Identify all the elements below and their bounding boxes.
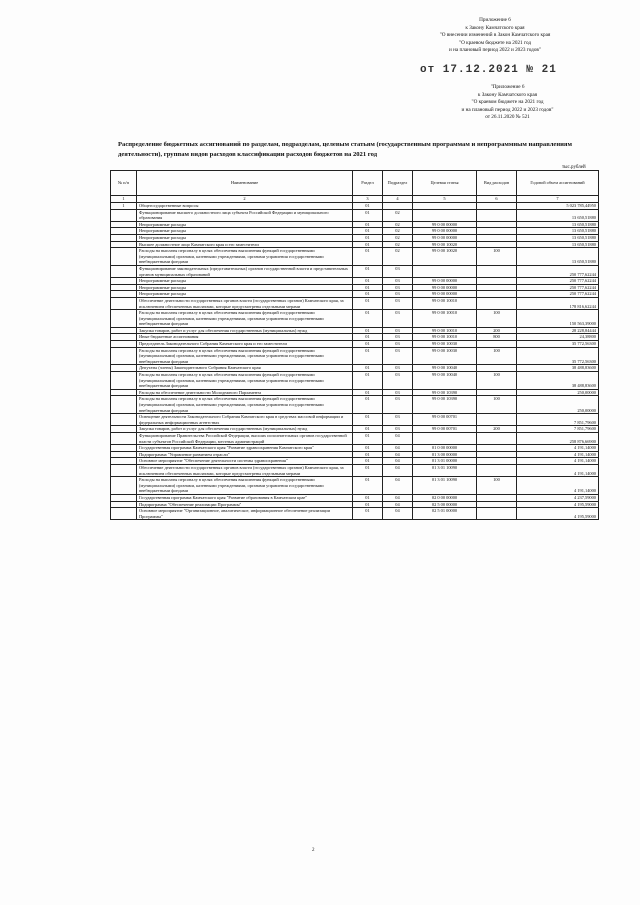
header-line: к Закону Камчатского края [465,24,525,31]
table-cell-n [111,372,137,390]
column-number: 2 [137,196,353,203]
table-cell-pr: 03 [383,291,413,298]
table-cell-cs [413,432,477,444]
table-row [111,310,599,328]
table-cell-sum: 4 191,14000 [517,458,599,465]
table-cell-cs: 01 3 01 00000 [413,458,477,465]
table-cell-sum: 35 772,56300 [517,347,599,365]
column-number: 3 [353,196,383,203]
table-cell-pr [383,203,413,210]
table-row [111,203,599,210]
table-cell-n [111,341,137,348]
table-cell-rz: 01 [353,278,383,285]
table-cell-pr: 02 [383,221,413,228]
table-cell-vr [477,432,517,444]
table-cell-pr: 02 [383,241,413,248]
table-cell-vr: 800 [477,334,517,341]
table-cell-sum: 4 237,59000 [517,494,599,501]
table-cell-cs: 99 0 00 00000 [413,234,477,241]
table-row [111,445,599,452]
table-cell-rz: 01 [353,508,383,520]
table-cell-n [111,347,137,365]
table-cell-name: Обеспечение деятельности государственных органов власти (государственных органов) Камчатского края, за исключением обеспеченных выплатами, которые предусмотрены отдельными мерами [137,297,353,309]
table-cell-sum: 13 650,51880 [517,228,599,235]
table-cell-name: Непрограммные расходы [137,221,353,228]
table-row [111,297,599,309]
table-cell-sum: 24,38800 [517,334,599,341]
table-cell-sum: 13 650,51880 [517,209,599,221]
table-cell-vr: 200 [477,327,517,334]
table-cell-vr [477,203,517,210]
table-cell-rz: 01 [353,327,383,334]
table-row [111,291,599,298]
table-cell-vr [477,389,517,396]
table-cell-pr: 03 [383,310,413,328]
table-cell-n [111,228,137,235]
table-cell-vr: 100 [477,310,517,328]
table-cell-cs: 99 0 00 10020 [413,248,477,266]
table-row [111,451,599,458]
table-cell-pr: 02 [383,209,413,221]
table-cell-vr [477,494,517,501]
table-row [111,327,599,334]
table-cell-cs: 02 5 01 00000 [413,508,477,520]
column-number: 1 [111,196,137,203]
table-row [111,278,599,285]
table-cell-pr: 03 [383,414,413,426]
header-line: Приложение 6 [479,17,511,23]
column-number: 5 [413,196,477,203]
table-cell-vr [477,234,517,241]
table-cell-cs [413,203,477,210]
table-cell-pr: 03 [383,297,413,309]
table-cell-n [111,508,137,520]
table-cell-rz: 01 [353,248,383,266]
table-cell-vr: 100 [477,248,517,266]
table-cell-cs: 99 0 00 10390 [413,396,477,414]
table-cell-cs: 01 3 01 10090 [413,464,477,476]
table-cell-pr: 03 [383,389,413,396]
table-cell-rz: 01 [353,341,383,348]
header-line: "О краевом бюджете на 2021 год [471,99,544,106]
table-cell-rz: 01 [353,372,383,390]
table-cell-cs [413,265,477,277]
table-cell-vr [477,278,517,285]
table-cell-sum: 38 488,83600 [517,372,599,390]
table-cell-name: Обеспечение деятельности государственных органов власти (государственных органов) Камчатского края, за исключением обеспеченных выплатами, которые предусмотрены отдельными мерами [137,464,353,476]
table-cell-sum: 13 650,51880 [517,234,599,241]
table-cell-n [111,284,137,291]
table-cell-sum: 4 195,59000 [517,508,599,520]
table-row [111,265,599,277]
table-cell-name: Подпрограмма "Управление развитием отрасли" [137,451,353,458]
column-header: Вид расходов [477,171,517,196]
table-row [111,432,599,444]
table-row [111,508,599,520]
table-cell-n [111,365,137,372]
table-row [111,228,599,235]
table-cell-cs: 01 0 00 00000 [413,445,477,452]
table-cell-pr: 04 [383,508,413,520]
table-cell-name: Расходы на выплаты персоналу в целях обеспечения выполнения функций государственными (муниципальными) органами, казенными учреждениями, органами управления государственными внебюджетными фондами [137,347,353,365]
column-header: Наименование [137,171,353,196]
table-cell-name: Государственная программа Камчатского края "Развитие образования в Камчатском крае" [137,494,353,501]
table-cell-rz: 01 [353,234,383,241]
table-row [111,477,599,495]
column-header: Раздел [353,171,383,196]
table-cell-vr [477,221,517,228]
table-cell-name: Функционирование высшего должностного лица субъекта Российской Федерации и муниципального образования [137,209,353,221]
table-cell-sum: 250 777,62244 [517,265,599,277]
table-row [111,414,599,426]
table-cell-sum: 38 488,83600 [517,365,599,372]
table-cell-n [111,241,137,248]
table-cell-rz: 01 [353,228,383,235]
table-cell-vr [477,265,517,277]
table-cell-rz: 01 [353,458,383,465]
column-header: Годовой объем ассигнований [517,171,599,196]
table-cell-name: Функционирование Правительства Российской Федерации, высших исполнительных органов государственной власти субъектов Российской Федерации, местных администраций [137,432,353,444]
table-row [111,341,599,348]
table-cell-n [111,327,137,334]
budget-table [110,170,599,520]
table-cell-cs: 99 0 00 10010 [413,310,477,328]
table-row [111,372,599,390]
table-cell-rz: 01 [353,464,383,476]
table-cell-n [111,310,137,328]
table-cell-sum: 5 023 785,44950 [517,203,599,210]
table-cell-rz: 01 [353,414,383,426]
table-cell-pr: 03 [383,334,413,341]
table-row [111,494,599,501]
table-cell-rz: 01 [353,432,383,444]
table-cell-rz: 01 [353,389,383,396]
table-cell-vr: 200 [477,426,517,433]
table-cell-n [111,426,137,433]
table-cell-rz: 01 [353,477,383,495]
table-cell-cs: 99 0 00 10040 [413,365,477,372]
table-cell-name: Закупка товаров, работ и услуг для обеспечения государственных (муниципальных) нужд [137,327,353,334]
table-cell-sum: 250 777,62244 [517,284,599,291]
table-cell-pr: 03 [383,341,413,348]
table-cell-name: Непрограммные расходы [137,284,353,291]
table-cell-cs: 99 0 00 10010 [413,327,477,334]
table-row [111,501,599,508]
table-cell-n [111,396,137,414]
table-cell-name: Освещение деятельности Законодательного Собрания Камчатского края в средствах массовой информации и федеральных информационных агентствах [137,414,353,426]
table-cell-name: Иные бюджетные ассигнования [137,334,353,341]
table-cell-n [111,334,137,341]
table-cell-rz: 01 [353,291,383,298]
table-cell-pr: 04 [383,501,413,508]
column-header: Подраздел [383,171,413,196]
table-cell-rz: 01 [353,396,383,414]
table-cell-pr: 04 [383,432,413,444]
table-cell-cs: 99 0 00 00701 [413,414,477,426]
table-cell-n [111,297,137,309]
table-row [111,241,599,248]
table-cell-pr: 02 [383,248,413,266]
table-cell-sum: 4 191,14000 [517,445,599,452]
table-cell-n [111,248,137,266]
table-cell-vr [477,451,517,458]
table-cell-pr: 03 [383,284,413,291]
table-cell-n [111,494,137,501]
table-row [111,334,599,341]
table-cell-name: Основное мероприятие "Обеспечение деятельности системы здравоохранения" [137,458,353,465]
table-cell-cs: 99 0 00 10030 [413,347,477,365]
table-cell-pr: 04 [383,451,413,458]
table-cell-vr [477,284,517,291]
table-cell-cs: 99 0 00 00701 [413,426,477,433]
table-cell-rz: 01 [353,209,383,221]
table-row [111,458,599,465]
table-cell-n [111,234,137,241]
table-cell-vr: 100 [477,396,517,414]
table-cell-vr [477,445,517,452]
table-cell-vr [477,414,517,426]
table-cell-name: Основное мероприятие "Организационное, аналитическое, информационное обеспечение реализации Программы" [137,508,353,520]
table-cell-pr: 03 [383,365,413,372]
table-cell-name: Председатель Законодательного Собрания Камчатского края и его заместители [137,341,353,348]
table-cell-vr [477,464,517,476]
table-cell-sum: 250,00000 [517,396,599,414]
table-body [111,203,599,520]
table-cell-pr: 03 [383,396,413,414]
table-cell-n [111,265,137,277]
table-cell-n [111,432,137,444]
table-cell-sum: 4 191,14000 [517,451,599,458]
table-cell-n [111,278,137,285]
date-stamp: от 17.12.2021 № 21 [420,64,557,76]
table-cell-rz: 01 [353,241,383,248]
header-line: и на плановый период 2022 и 2023 годов" [461,106,554,113]
table-cell-n [111,477,137,495]
table-cell-cs: 02 0 00 00000 [413,494,477,501]
table-cell-pr: 04 [383,494,413,501]
table-cell-rz: 01 [353,451,383,458]
table-cell-pr: 03 [383,426,413,433]
table-cell-pr: 03 [383,265,413,277]
column-number: 7 [517,196,599,203]
column-number: 6 [477,196,517,203]
table-cell-pr: 04 [383,458,413,465]
table-cell-vr [477,228,517,235]
table-row [111,347,599,365]
table-cell-vr [477,241,517,248]
table-cell-name: Расходы на выплаты персоналу в целях обеспечения выполнения функций государственными (муниципальными) органами, казенными учреждениями, органами управления государственными внебюджетными фондами [137,248,353,266]
table-cell-rz: 01 [353,365,383,372]
table-cell-sum: 28 228,84444 [517,327,599,334]
header-line: и на плановый период 2022 и 2023 годов" [449,47,541,54]
table-row [111,464,599,476]
table-cell-vr [477,365,517,372]
table-cell-name: Непрограммные расходы [137,234,353,241]
table-cell-name: Высшее должностное лицо Камчатского края и его заместители [137,241,353,248]
table-cell-name: Подпрограмма "Обеспечение реализации Программы" [137,501,353,508]
table-row [111,389,599,396]
table-cell-name: Общегосударственные вопросы [137,203,353,210]
table-cell-vr [477,458,517,465]
table-cell-vr [477,341,517,348]
table-cell-pr: 04 [383,464,413,476]
table-cell-rz: 01 [353,501,383,508]
table-cell-cs: 99 0 00 00000 [413,278,477,285]
table-cell-sum: 4 195,59000 [517,501,599,508]
table-cell-pr: 04 [383,445,413,452]
table-cell-n [111,389,137,396]
table-cell-cs: 99 0 00 10010 [413,297,477,309]
header-line: "Приложение 6 [490,84,525,90]
table-cell-vr: 100 [477,477,517,495]
table-cell-name: Расходы на обеспечение деятельности Молодежного Парламента [137,389,353,396]
table-cell-pr: 03 [383,347,413,365]
table-cell-cs: 99 0 00 10390 [413,389,477,396]
table-cell-name: Непрограммные расходы [137,228,353,235]
table-cell-sum: 35 772,56300 [517,341,599,348]
table-cell-vr [477,291,517,298]
units-label: тыс.рублей [562,165,586,170]
table-cell-cs: 99 0 00 00000 [413,284,477,291]
table-cell-sum: 250 777,62244 [517,291,599,298]
column-number: 4 [383,196,413,203]
table-cell-pr: 02 [383,228,413,235]
table-cell-rz: 01 [353,494,383,501]
table-row [111,284,599,291]
header-line: к Закону Камчатского края [477,91,538,98]
table-row [111,248,599,266]
table-cell-sum: 13 650,51880 [517,241,599,248]
table-header-row [111,171,599,196]
table-cell-rz: 01 [353,445,383,452]
header-line: от 26.11.2020 № 521 [485,114,530,121]
table-cell-cs: 99 0 00 10010 [413,334,477,341]
table-cell-name: Функционирование законодательных (представительных) органов государственной власти и представительных органов муниципальных образований [137,265,353,277]
table-cell-rz: 01 [353,426,383,433]
table-cell-sum: 7 851,79600 [517,426,599,433]
document-title: Распределение бюджетных ассигнований по разделам, подразделам, целевым статьям (государственным программам и непрограммным направлениям деятельности), группам видов расходов классификации расходов бюджетов на 2021 год [118,141,572,158]
column-number-row [111,196,599,203]
column-header: Целевая статья [413,171,477,196]
table-cell-name: Государственная программа Камчатского края "Развитие здравоохранения Камчатского края" [137,445,353,452]
table-cell-cs: 99 0 00 00000 [413,221,477,228]
table-cell-pr: 03 [383,372,413,390]
table-cell-cs: 02 5 00 00000 [413,501,477,508]
table-cell-rz: 01 [353,284,383,291]
table-cell-sum: 4 191,14000 [517,477,599,495]
table-cell-pr: 04 [383,477,413,495]
table-cell-sum: 178 816,62244 [517,297,599,309]
table-cell-sum: 7 851,79600 [517,414,599,426]
table-row [111,365,599,372]
page-number: 2 [312,848,315,853]
table-cell-n [111,464,137,476]
table-cell-pr: 03 [383,327,413,334]
table-cell-cs [413,209,477,221]
table-row [111,396,599,414]
table-cell-rz: 01 [353,297,383,309]
table-cell-rz: 01 [353,203,383,210]
header-line: "О внесении изменений в Закон Камчатского края [439,32,551,39]
table-cell-name: Закупка товаров, работ и услуг для обеспечения государственных (муниципальных) нужд [137,426,353,433]
header-line: "О краевом бюджете на 2021 год [458,39,532,46]
table-cell-name: Расходы на выплаты персоналу в целях обеспечения выполнения функций государственными (муниципальными) органами, казенными учреждениями, органами управления государственными внебюджетными фондами [137,372,353,390]
table-cell-rz: 01 [353,221,383,228]
table-cell-n [111,451,137,458]
table-cell-vr: 100 [477,372,517,390]
table-cell-cs: 99 0 00 10040 [413,372,477,390]
table-cell-vr: 100 [477,347,517,365]
table-cell-name: Расходы на выплаты персоналу в целях обеспечения выполнения функций государственными (муниципальными) органами, казенными учреждениями, органами управления государственными внебюджетными фондами [137,310,353,328]
table-cell-vr [477,508,517,520]
table-cell-sum: 13 650,51880 [517,248,599,266]
table-cell-vr [477,297,517,309]
table-cell-n [111,501,137,508]
table-cell-cs: 99 0 00 10020 [413,241,477,248]
appendix-header [395,17,595,55]
table-cell-name: Расходы на выплаты персоналу в целях обеспечения выполнения функций государственными (муниципальными) органами, казенными учреждениями, органами управления государственными внебюджетными фондами [137,477,353,495]
table-cell-vr [477,209,517,221]
table-cell-sum: 250,00000 [517,389,599,396]
table-cell-pr: 03 [383,278,413,285]
table-cell-cs: 01 3 00 00000 [413,451,477,458]
appendix-header-original [420,84,595,122]
table-cell-cs: 01 3 01 10090 [413,477,477,495]
table-cell-name: Депутаты (члены) Законодательного Собрания Камчатского края [137,365,353,372]
table-cell-rz: 01 [353,310,383,328]
table-cell-sum: 250 777,62244 [517,278,599,285]
table-cell-rz: 01 [353,347,383,365]
table-cell-sum: 258 876,66900 [517,432,599,444]
table-cell-cs: 99 0 00 00000 [413,291,477,298]
table-cell-n [111,445,137,452]
table-cell-sum: 4 191,14000 [517,464,599,476]
table-cell-sum: 150 563,39000 [517,310,599,328]
table-row [111,221,599,228]
table-cell-name: Непрограммные расходы [137,278,353,285]
table-cell-rz: 01 [353,334,383,341]
table-cell-pr: 02 [383,234,413,241]
table-cell-vr [477,501,517,508]
table-cell-n [111,458,137,465]
table-row [111,234,599,241]
table-cell-rz: 01 [353,265,383,277]
table-row [111,209,599,221]
table-cell-cs: 99 0 00 00000 [413,228,477,235]
table-cell-cs: 99 0 00 10030 [413,341,477,348]
table-cell-name: Расходы на выплаты персоналу в целях обеспечения выполнения функций государственными (муниципальными) органами, казенными учреждениями, органами управления государственными внебюджетными фондами [137,396,353,414]
table-cell-n [111,209,137,221]
table-row [111,426,599,433]
table-cell-n [111,291,137,298]
column-header: № п/п [111,171,137,196]
table-cell-n [111,221,137,228]
table-cell-sum: 13 650,51880 [517,221,599,228]
table-cell-n: 1 [111,203,137,210]
table-cell-n [111,414,137,426]
table-cell-name: Непрограммные расходы [137,291,353,298]
